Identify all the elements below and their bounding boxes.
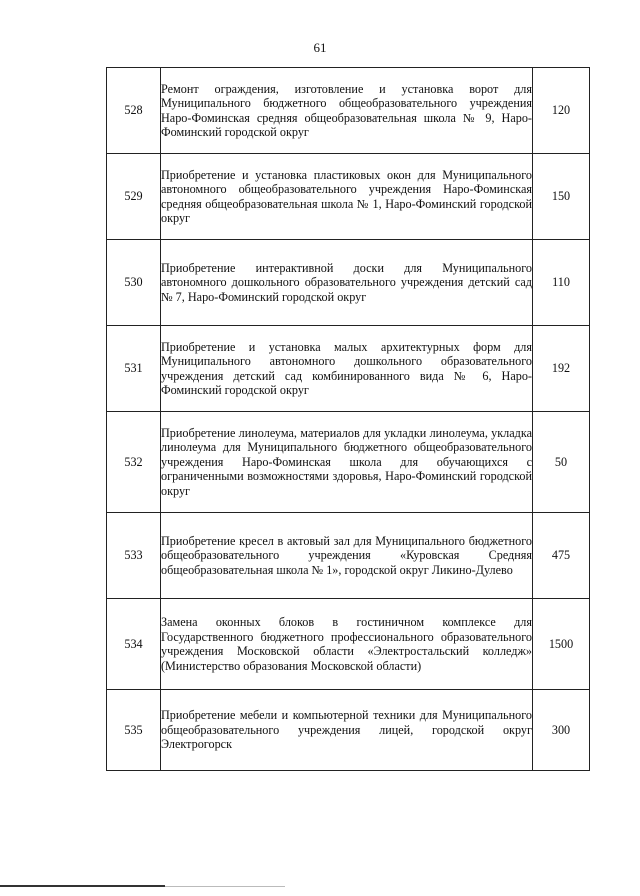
row-number: 529 <box>107 154 161 240</box>
row-description: Приобретение и установка малых архитектурных форм для Муниципального автономного дошкольного образовательного учреждения детский сад комбинированного вида № 6, Наро-Фоминский городской округ <box>161 326 533 412</box>
row-number: 528 <box>107 68 161 154</box>
table-row <box>107 326 590 412</box>
row-number: 531 <box>107 326 161 412</box>
page-number: 61 <box>313 40 327 55</box>
row-description: Приобретение мебели и компьютерной техники для Муниципального общеобразовательного учреждения лицей, городской округ Электрогорск <box>161 690 533 771</box>
row-description: Приобретение линолеума, материалов для укладки линолеума, укладка линолеума для Муниципального бюджетного общеобразовательного учреждения Наро-Фоминская школа для обучающихся с ограниченными возможностями здоровья, Наро-Фоминский городской округ <box>161 412 533 513</box>
appropriations-table <box>106 67 590 771</box>
row-amount: 192 <box>533 326 590 412</box>
row-description: Приобретение кресел в актовый зал для Муниципального бюджетного общеобразовательного учреждения «Куровская Средняя общеобразовательная школа № 1», городской округ Ликино-Дулево <box>161 513 533 599</box>
table-row <box>107 154 590 240</box>
row-number: 535 <box>107 690 161 771</box>
row-amount: 150 <box>533 154 590 240</box>
row-number: 532 <box>107 412 161 513</box>
row-amount: 300 <box>533 690 590 771</box>
row-amount: 475 <box>533 513 590 599</box>
row-amount: 120 <box>533 68 590 154</box>
row-number: 534 <box>107 599 161 690</box>
table-row <box>107 412 590 513</box>
footer-rule-faint <box>165 886 285 887</box>
table-row <box>107 68 590 154</box>
row-description: Приобретение интерактивной доски для Муниципального автономного дошкольного образовательного учреждения детский сад № 7, Наро-Фоминский городской округ <box>161 240 533 326</box>
row-description: Ремонт ограждения, изготовление и установка ворот для Муниципального бюджетного общеобразовательного учреждения Наро-Фоминская средняя общеобразовательная школа № 9, Наро-Фоминский городской округ <box>161 68 533 154</box>
row-description: Замена оконных блоков в гостиничном комплексе для Государственного бюджетного профессионального образовательного учреждения Московской области «Электростальский колледж» (Министерство образования Московской области) <box>161 599 533 690</box>
table-row <box>107 513 590 599</box>
table-row <box>107 240 590 326</box>
row-amount: 50 <box>533 412 590 513</box>
row-amount: 110 <box>533 240 590 326</box>
row-description: Приобретение и установка пластиковых окон для Муниципального автономного общеобразовательного учреждения Наро-Фоминская средняя общеобразовательная школа № 1, Наро-Фоминский городской округ <box>161 154 533 240</box>
row-number: 530 <box>107 240 161 326</box>
footer-rule <box>0 885 165 887</box>
table-row <box>107 599 590 690</box>
row-amount: 1500 <box>533 599 590 690</box>
row-number: 533 <box>107 513 161 599</box>
table-row <box>107 690 590 771</box>
